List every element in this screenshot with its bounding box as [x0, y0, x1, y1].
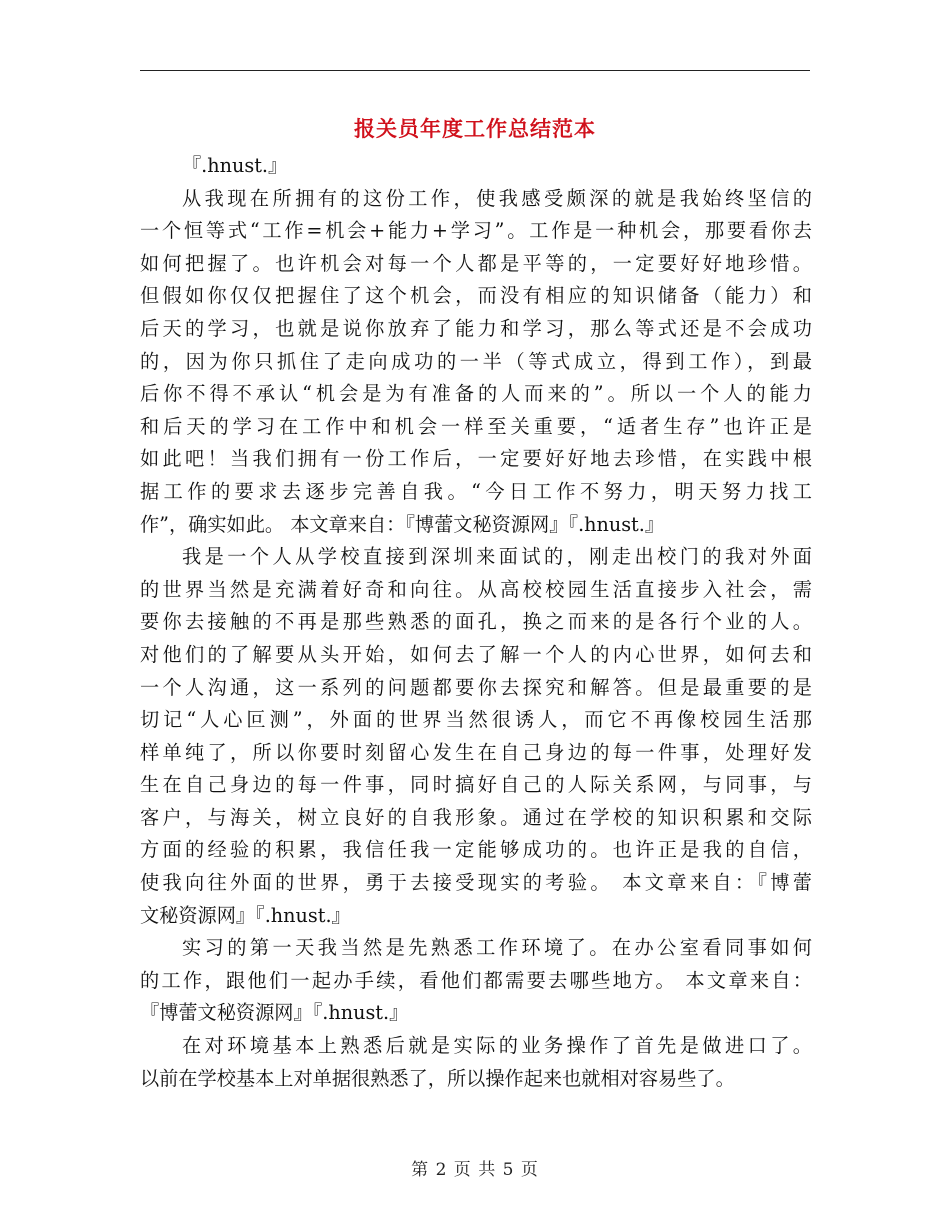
- body-text-line: 后你不得不承认“机会是为有准备的人而来的”。所以一个人的能力: [140, 382, 812, 406]
- body-text-line: 但假如你仅仅把握住了这个机会，而没有相应的知识储备（能力）和: [140, 284, 812, 308]
- body-text-line: 对他们的了解要从头开始，如何去了解一个人的内心世界，如何去和: [140, 642, 812, 666]
- body-text-line: 样单纯了，所以你要时刻留心发生在自己身边的每一件事，处理好发: [140, 740, 812, 764]
- body-text-line: 我是一个人从学校直接到深圳来面试的，刚走出校门的我对外面: [182, 545, 812, 569]
- body-text-line: 客户，与海关，树立良好的自我形象。通过在学校的知识积累和交际: [140, 805, 812, 829]
- body-text-line: 如此吧！当我们拥有一份工作后，一定要好好地去珍惜，在实践中根: [140, 447, 812, 471]
- body-text-line: 切记“人心叵测”，外面的世界当然很诱人，而它不再像校园生活那: [140, 708, 812, 732]
- body-text-line: 一个恒等式“工作=机会+能力+学习”。工作是一种机会，那要看你去: [140, 219, 812, 243]
- body-text-line: 据工作的要求去逐步完善自我。“今日工作不努力，明天努力找工: [140, 479, 812, 503]
- body-text-line: 的世界当然是充满着好奇和向往。从高校校园生活直接步入社会，需: [140, 577, 812, 601]
- body-text-line: 的，因为你只抓住了走向成功的一半（等式成立，得到工作），到最: [140, 349, 812, 373]
- page-footer: 第 2 页 共 5 页: [411, 1160, 539, 1180]
- body-text-line: 以前在学校基本上对单据很熟悉了，所以操作起来也就相对容易些了。: [140, 1066, 735, 1090]
- body-text-line: 使我向往外面的世界，勇于去接受现实的考验。 本文章来自：『博蕾: [140, 871, 812, 895]
- body-text-line: 在对环境基本上熟悉后就是实际的业务操作了首先是做进口了。: [182, 1034, 812, 1058]
- document-title: 报关员年度工作总结范本: [354, 116, 596, 141]
- body-text-line: 要你去接触的不再是那些熟悉的面孔，换之而来的是各行个业的人。: [140, 610, 812, 634]
- body-text-line: 的工作，跟他们一起办手续，看他们都需要去哪些地方。 本文章来自：: [140, 968, 812, 992]
- body-text-line: 后天的学习，也就是说你放弃了能力和学习，那么等式还是不会成功: [140, 316, 812, 340]
- body-text-line: 『.hnust.』: [182, 154, 288, 177]
- document-body: [140, 150, 812, 1095]
- body-text-line: 生在自己身边的每一件事，同时搞好自己的人际关系网，与同事，与: [140, 773, 812, 797]
- body-text-line: 从我现在所拥有的这份工作，使我感受颇深的就是我始终坚信的: [182, 186, 812, 210]
- header-rule: [140, 70, 810, 71]
- body-text-line: 『博蕾文秘资源网』『.hnust.』: [140, 1001, 409, 1025]
- body-text-line: 如何把握了。也许机会对每一个人都是平等的，一定要好好地珍惜。: [140, 251, 812, 275]
- body-text-line: 实习的第一天我当然是先熟悉工作环境了。在办公室看同事如何: [182, 936, 812, 960]
- body-text-line: 和后天的学习在工作中和机会一样至关重要，“适者生存”也许正是: [140, 414, 812, 438]
- body-text-line: 一个人沟通，这一系列的问题都要你去探究和解答。但是最重要的是: [140, 675, 812, 699]
- body-text-line: 文秘资源网』『.hnust.』: [140, 903, 351, 927]
- body-text-line: 作”，确实如此。 本文章来自：『博蕾文秘资源网』『.hnust.』: [140, 512, 665, 536]
- body-text-line: 方面的经验的积累，我信任我一定能够成功的。也许正是我的自信，: [140, 838, 812, 862]
